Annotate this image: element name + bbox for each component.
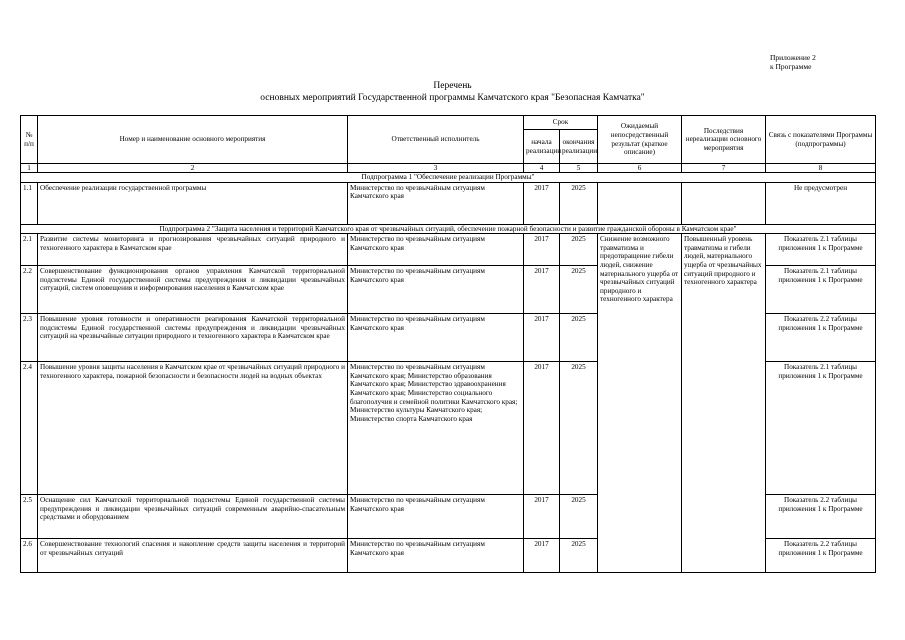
row-num: 2.3 <box>21 314 38 362</box>
column-number: 7 <box>682 164 766 173</box>
row-name: Обеспечение реализации государственной программы <box>38 182 348 224</box>
header-term: Срок <box>524 116 598 130</box>
row-name: Совершенствование технологий спасения и накопление средств защиты населения и территорий от чрезвычайных ситуаций <box>38 539 348 573</box>
table-row <box>21 182 876 224</box>
row-result <box>598 182 682 224</box>
row-link: Показатель 2.2 таблицы приложения 1 к Программе <box>766 495 876 539</box>
measures-table <box>20 115 876 573</box>
row-num: 1.1 <box>21 182 38 224</box>
subprogram-1-heading-row <box>21 173 876 183</box>
row-end: 2025 <box>560 495 598 539</box>
row-num: 2.5 <box>21 495 38 539</box>
row-end: 2025 <box>560 314 598 362</box>
row-executor: Министерство по чрезвычайным ситуациям Камчатского края; Министерство образования Камчатского края; Министерство здравоохранения Камчатского края; Министерство социального благополучия и семейной политики Камчатского края; Министерство культуры Камчатского края; Министерство спорта Камчатского края <box>348 362 524 495</box>
row-link: Показатель 2.1 таблицы приложения 1 к Программе <box>766 234 876 266</box>
row-link: Не предусмотрен <box>766 182 876 224</box>
row-name: Повышение уровня защиты населения в Камчатском крае от чрезвычайных ситуаций природного и техногенного характера, пожарной безопасности и безопасности людей на водных объектах <box>38 362 348 495</box>
column-numbers-row <box>21 164 876 173</box>
row-end: 2025 <box>560 266 598 314</box>
row-consequences-merged: Повышенный уровень травматизма и гибели людей, материального ущерба от чрезвычайных ситуаций природного и техногенного характера <box>682 234 766 573</box>
row-start: 2017 <box>524 314 560 362</box>
row-executor: Министерство по чрезвычайным ситуациям Камчатского края <box>348 266 524 314</box>
row-end: 2025 <box>560 362 598 495</box>
header-name: Номер и наименование основного мероприятия <box>38 116 348 164</box>
row-start: 2017 <box>524 182 560 224</box>
column-number: 4 <box>524 164 560 173</box>
header-consequences: Последствия нереализации основного мероприятия <box>682 116 766 164</box>
header-link: Связь с показателями Программы (подпрограммы) <box>766 116 876 164</box>
row-start: 2017 <box>524 362 560 495</box>
row-executor: Министерство по чрезвычайным ситуациям Камчатского края <box>348 234 524 266</box>
header-start: начала реализации <box>524 130 560 164</box>
row-executor: Министерство по чрезвычайным ситуациям Камчатского края <box>348 314 524 362</box>
header-num: № п/п <box>21 116 38 164</box>
table-row <box>21 234 876 266</box>
row-result-merged: Снижение возможного травматизма и предотвращение гибели людей, снижение материального ущерба от чрезвычайных ситуаций природного и техногенного характера <box>598 234 682 573</box>
row-name: Повышение уровня готовности и оперативности реагирования Камчатской территориальной подсистемы Единой государственной системы предупреждения и ликвидации чрезвычайных ситуаций на чрезвычайные ситуации природного и техногенного характера в Камчатском крае <box>38 314 348 362</box>
row-link: Показатель 2.2 таблицы приложения 1 к Программе <box>766 539 876 573</box>
row-end: 2025 <box>560 234 598 266</box>
column-number: 5 <box>560 164 598 173</box>
row-link: Показатель 2.1 таблицы приложения 1 к Программе <box>766 266 876 314</box>
row-link: Показатель 2.1 таблицы приложения 1 к Программе <box>766 362 876 495</box>
row-end: 2025 <box>560 182 598 224</box>
row-start: 2017 <box>524 495 560 539</box>
title-line-2: основных мероприятий Государственной программы Камчатского края "Безопасная Камчатка" <box>260 93 645 103</box>
document-title <box>0 80 905 104</box>
subprogram-2-heading-row <box>21 224 876 234</box>
row-num: 2.2 <box>21 266 38 314</box>
row-name: Развитие системы мониторинга и прогнозирования чрезвычайных ситуаций природного и техногенного характера в Камчатском крае <box>38 234 348 266</box>
row-consequences <box>682 182 766 224</box>
row-executor: Министерство по чрезвычайным ситуациям Камчатского края <box>348 539 524 573</box>
row-start: 2017 <box>524 539 560 573</box>
row-num: 2.6 <box>21 539 38 573</box>
row-executor: Министерство по чрезвычайным ситуациям Камчатского края <box>348 182 524 224</box>
column-number: 8 <box>766 164 876 173</box>
row-end: 2025 <box>560 539 598 573</box>
subprogram-1-title: Подпрограмма 1 "Обеспечение реализации Программы" <box>21 173 876 183</box>
column-number: 6 <box>598 164 682 173</box>
row-name: Оснащение сил Камчатской территориальной подсистемы Единой государственной системы предупреждения и ликвидации чрезвычайных ситуаций современным аварийно-спасательным средствами и оборудованием <box>38 495 348 539</box>
row-link: Показатель 2.2 таблицы приложения 1 к Программе <box>766 314 876 362</box>
row-name: Совершенствование функционирования органов управления Камчатской территориальной подсистемы Единой государственной системы предупреждения и ликвидации чрезвычайных ситуаций, систем оповещения и информирования населения в Камчатском крае <box>38 266 348 314</box>
title-line-1: Перечень <box>433 81 472 91</box>
row-start: 2017 <box>524 266 560 314</box>
appendix-line-2: к Программе <box>770 62 812 71</box>
header-executor: Ответственный исполнитель <box>348 116 524 164</box>
subprogram-2-title: Подпрограмма 2 "Защита населения и территорий Камчатского края от чрезвычайных ситуаций, обеспечение пожарной безопасности и развитие гражданской обороны в Камчатском крае" <box>21 224 876 234</box>
appendix-line-1: Приложение 2 <box>770 53 816 62</box>
header-end: окончания реализации <box>560 130 598 164</box>
row-executor: Министерство по чрезвычайным ситуациям Камчатского края <box>348 495 524 539</box>
appendix-label <box>770 53 816 71</box>
column-number: 2 <box>38 164 348 173</box>
column-number: 1 <box>21 164 38 173</box>
row-num: 2.4 <box>21 362 38 495</box>
header-result: Ожидаемый непосредственный результат (краткое описание) <box>598 116 682 164</box>
row-num: 2.1 <box>21 234 38 266</box>
column-number: 3 <box>348 164 524 173</box>
row-start: 2017 <box>524 234 560 266</box>
